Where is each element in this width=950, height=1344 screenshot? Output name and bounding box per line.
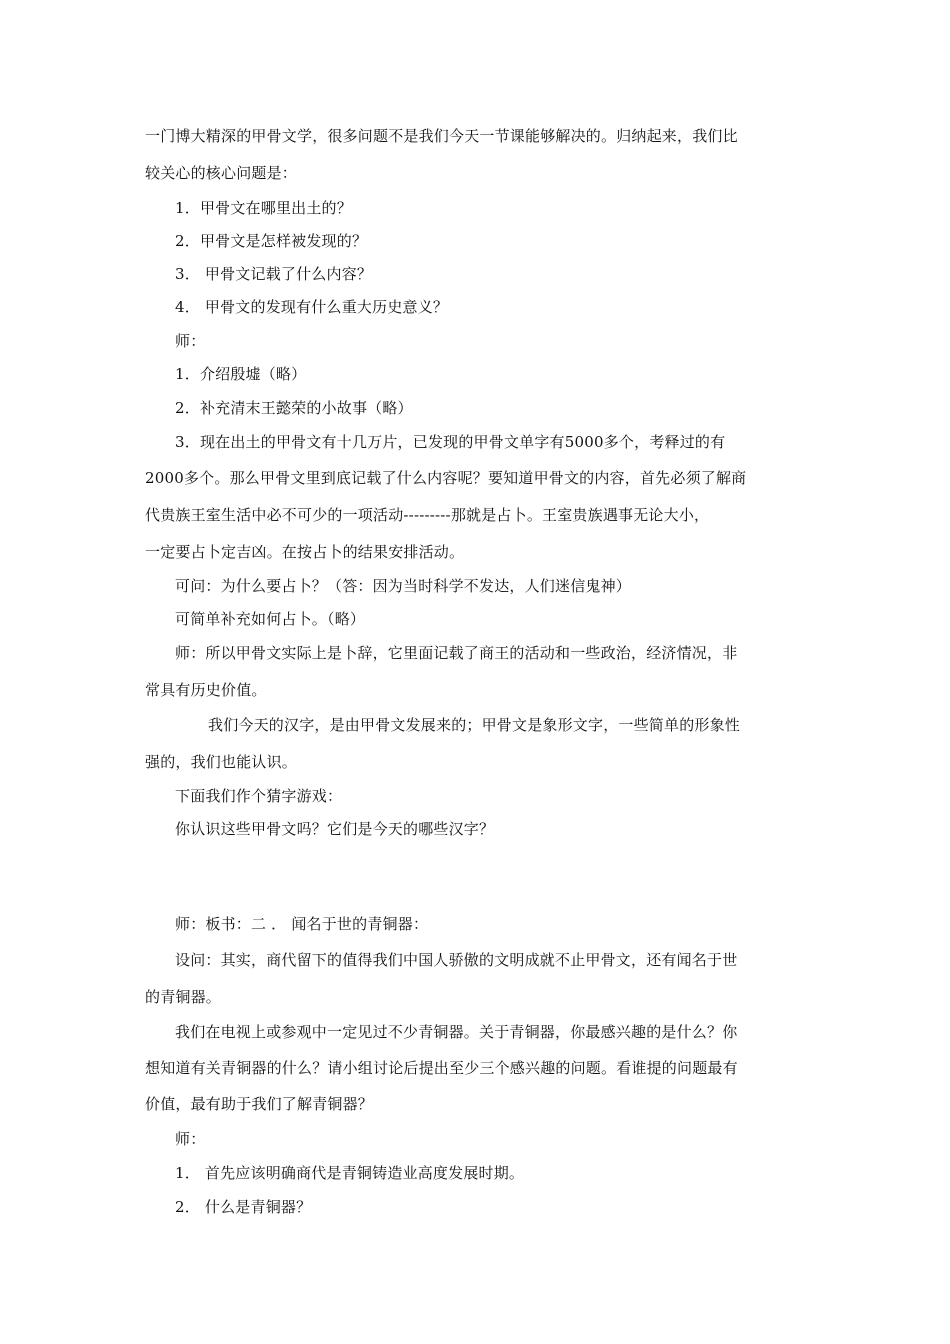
ask-why-divination: 可问：为什么要占卜？（答：因为当时科学不发达，人们迷信鬼神） — [175, 577, 632, 595]
guess-game-intro: 下面我们作个猜字游戏： — [175, 787, 343, 805]
bronze-point-2: 2． 什么是青铜器？ — [175, 1198, 312, 1216]
paragraph-intro-line-2: 较关心的核心问题是： — [145, 164, 298, 182]
teacher-label-1: 师： — [175, 332, 206, 350]
answer-1: 1．介绍殷墟（略） — [175, 365, 307, 383]
set-question-line-2: 的青铜器。 — [145, 988, 222, 1006]
set-question-line-1: 设问：其实，商代留下的值得我们中国人骄傲的文明成就不止甲骨文，还有闻名于世 — [175, 951, 738, 969]
question-3: 3． 甲骨文记载了什么内容？ — [175, 265, 373, 283]
answer-3-line-1: 3．现在出土的甲骨文有十几万片，已发现的甲骨文单字有5000多个，考释过的有 — [175, 433, 726, 451]
question-1: 1．甲骨文在哪里出土的？ — [175, 199, 352, 217]
hanzi-line-2: 强的，我们也能认识。 — [145, 753, 298, 771]
answer-2: 2．补充清末王懿荣的小故事（略） — [175, 399, 413, 417]
ask-how-divination: 可简单补充如何占卜。（略） — [175, 610, 366, 628]
answer-3-line-3: 代贵族王室生活中必不可少的一项活动---------那就是占卜。王室贵族遇事无论大小， — [145, 506, 710, 524]
teacher-explain-line-2: 常具有历史价值。 — [145, 681, 267, 699]
answer-3-line-2: 2000多个。那么甲骨文里到底记载了什么内容呢？要知道甲骨文的内容，首先必须了解商 — [145, 469, 747, 487]
paragraph-intro-line-1: 一门博大精深的甲骨文学，很多问题不是我们今天一节课能够解决的。归纳起来，我们比 — [145, 127, 738, 145]
bronze-discussion-line-2: 想知道有关青铜器的什么？请小组讨论后提出至少三个感兴趣的问题。看谁提的问题最有 — [145, 1059, 738, 1077]
blackboard-heading: 师：板书：二 ． 闻名于世的青铜器： — [175, 915, 429, 933]
teacher-explain-line-1: 师：所以甲骨文实际上是卜辞，它里面记载了商王的活动和一些政治，经济情况，非 — [175, 644, 738, 662]
guess-game-question: 你认识这些甲骨文吗？它们是今天的哪些汉字？ — [175, 820, 495, 838]
answer-3-line-4: 一定要占卜定吉凶。在按占卜的结果安排活动。 — [145, 543, 465, 561]
question-2: 2．甲骨文是怎样被发现的？ — [175, 232, 368, 250]
question-4: 4． 甲骨文的发现有什么重大历史意义？ — [175, 298, 449, 316]
bronze-discussion-line-1: 我们在电视上或参观中一定见过不少青铜器。关于青铜器，你最感兴趣的是什么？你 — [175, 1023, 738, 1041]
teacher-label-3: 师： — [175, 1130, 206, 1148]
hanzi-line-1: 我们今天的汉字，是由甲骨文发展来的；甲骨文是象形文字，一些简单的形象性 — [208, 716, 741, 734]
bronze-point-1: 1． 首先应该明确商代是青铜铸造业高度发展时期。 — [175, 1164, 525, 1182]
bronze-discussion-line-3: 价值，最有助于我们了解青铜器？ — [145, 1095, 374, 1113]
